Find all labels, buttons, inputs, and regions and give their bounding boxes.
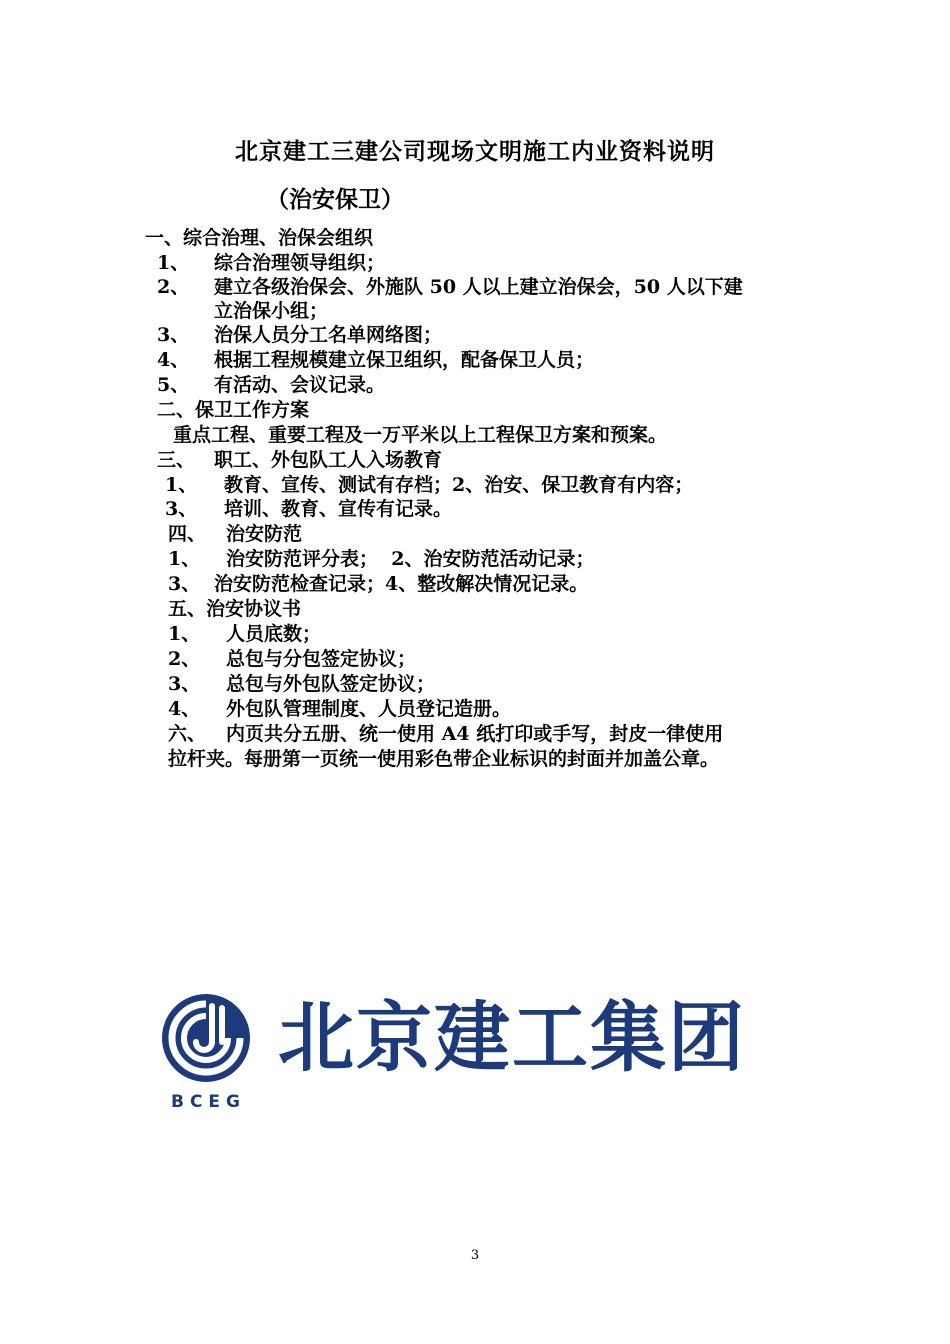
bceg-emblem-icon [160,992,252,1084]
list-item: 1、 综合治理领导组织； [157,252,386,274]
section-heading: 六、 内页共分五册、统一使用 A4 纸打印或手写，封皮一律使用 [168,723,724,745]
list-item: 2、 总包与分包签定协议； [168,648,417,670]
logo-company-name: 北京建工集团 [278,993,746,1082]
list-item: 3、 培训、教育、宣传有记录。 [165,498,453,520]
list-item: 1、 治安防范评分表； 2、治安防范活动记录； [168,548,595,570]
document-subtitle: （治安保卫） [266,186,404,213]
company-logo [158,990,798,1120]
section-heading: 五、治安协议书 [168,598,302,620]
list-item: 1、 教育、宣传、测试有存档；2、治安、保卫教育有内容； [165,474,694,496]
list-item-continuation: 立治保小组； [214,300,329,322]
list-item: 3、 总包与外包队签定协议； [168,673,436,695]
list-item: 4、 外包队管理制度、人员登记造册。 [168,698,512,720]
logo-abbreviation: BCEG [171,1092,246,1112]
section-heading: 三、 职工、外包队工人入场教育 [157,449,443,471]
paragraph-continuation: 拉杆夹。每册第一页统一使用彩色带企业标识的封面并加盖公章。 [168,748,720,770]
section-heading: 一、综合治理、治保会组织 [145,227,374,249]
section-heading: 四、 治安防范 [168,523,303,545]
list-item: 4、 根据工程规模建立保卫组织，配备保卫人员； [157,349,595,371]
list-item: 3、 治安防范检查记录；4、整改解决情况记录。 [168,573,589,595]
document-title: 北京建工三建公司现场文明施工内业资料说明 [235,138,715,165]
list-item: 2、 建立各级治保会、外施队 50 人以上建立治保会，50 人以下建 [157,276,743,298]
page-number: 3 [470,1248,480,1263]
paragraph: 重点工程、重要工程及一万平米以上工程保卫方案和预案。 [173,424,668,446]
list-item: 1、 人员底数； [168,623,322,645]
list-item: 3、 治保人员分工名单网络图； [157,324,443,346]
list-item: 5、 有活动、会议记录。 [157,374,386,396]
section-heading: 二、保卫工作方案 [157,399,310,421]
